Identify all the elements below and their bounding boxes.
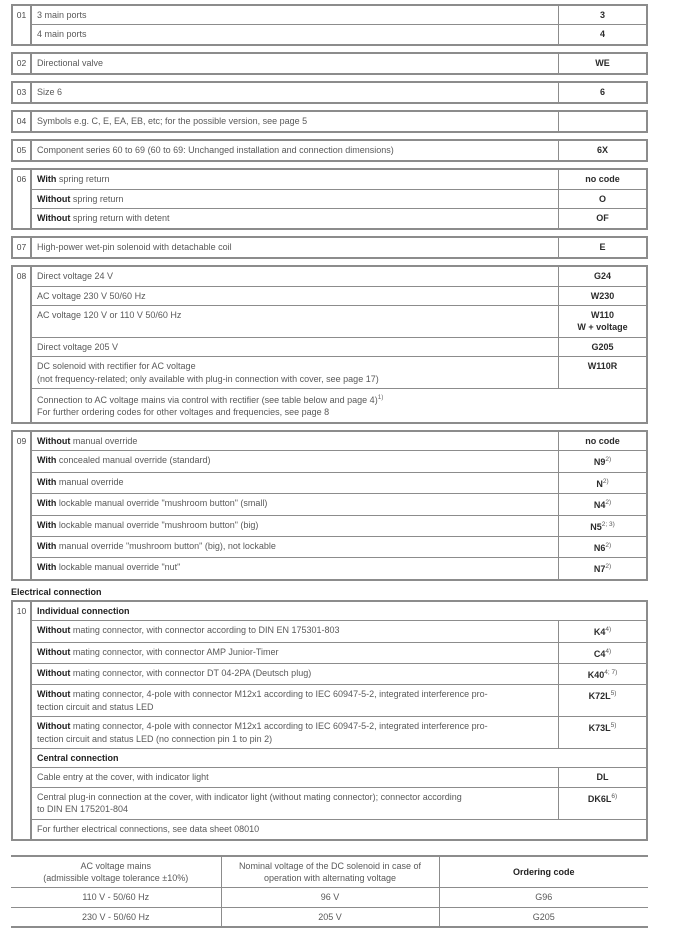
table-row [32,170,646,189]
ordering-code-value: DK6L [587,793,612,804]
table-row [32,516,646,537]
voltage-table-head [11,856,648,888]
row-ordering-code [558,54,646,73]
group-number: 04 [13,112,32,131]
footnote-marker: 1) [377,394,384,402]
row-description [32,664,558,684]
table-row [32,432,646,451]
nominal-voltage-cell: 96 V [221,888,439,907]
table-row [32,473,646,494]
row-description-text: AC voltage 120 V or 110 V 50/60 Hz [37,310,182,321]
row-ordering-code [558,516,646,536]
ordering-code-group [11,265,648,424]
column-header-line1: AC voltage mains [80,860,152,871]
row-description-text: High-power wet-pin solenoid with detachable coil [37,242,232,253]
row-description [32,287,558,305]
table-row [32,267,646,286]
row-description-text: Direct voltage 24 V [37,271,114,282]
table-row [11,888,648,907]
row-description-text: Central plug-in connection at the cover, with indicator light (without mating connector); connector according [37,791,462,802]
row-description [32,451,558,471]
table-row [32,54,646,73]
row-ordering-code [558,306,646,337]
row-ordering-code [558,112,646,131]
row-description-emphasis: Without [37,689,71,700]
row-description [32,170,558,188]
row-ordering-code [558,170,646,188]
group-rows [32,112,646,131]
row-description-text: mating connector, with connector according to DIN EN 175301-803 [70,625,340,636]
voltage-mains-cell: 230 V - 50/60 Hz [11,907,221,927]
footnote-marker: 2) [602,477,609,485]
ordering-code-value: K72L [588,691,611,702]
ordering-code-group [11,600,648,841]
row-description-text: mating connector, with connector AMP Junior-Timer [70,646,279,657]
table-row [32,238,646,257]
row-description-text: Individual connection [37,605,130,616]
column-header-line1: Nominal voltage of the DC solenoid in case of [238,860,422,871]
row-description-text: spring return with detent [70,213,170,224]
row-ordering-code [558,287,646,305]
row-ordering-code [558,338,646,356]
row-description-text: spring return [56,174,110,185]
row-description-emphasis: With [37,455,57,466]
footnote-marker: 4) [605,647,612,655]
row-ordering-code [558,664,646,684]
row-description-emphasis: Without [37,625,71,636]
ordering-code-value: OF [596,213,609,224]
table-row [32,6,646,25]
ordering-code-value: K4 [593,627,606,638]
ordering-code-value: no code [585,435,620,446]
ordering-code-value-line2: W + voltage [577,322,628,333]
table-row [32,209,646,228]
column-header-line1: Ordering code [512,866,575,877]
row-ordering-code [558,685,646,716]
row-ordering-code [558,267,646,285]
table-row [32,141,646,160]
row-description [32,83,558,102]
row-description-text: Cable entry at the cover, with indicator light [37,772,209,783]
voltage-mains-cell: 110 V - 50/60 Hz [11,888,221,907]
row-description-emphasis: Without [37,193,71,204]
ordering-code-groups [11,4,648,581]
group-number: 01 [13,6,32,44]
row-ordering-code [558,25,646,44]
row-ordering-code [558,717,646,748]
row-description-emphasis: With [37,174,57,185]
group-rows [32,267,646,422]
table-row [32,685,646,717]
table-row [32,558,646,578]
ordering-code-value: O [598,193,606,204]
ordering-code-value: N [596,478,603,489]
row-description-line2: For further ordering codes for other voltages and frequencies, see page 8 [37,407,330,418]
ordering-code-value: N4 [593,500,606,511]
row-description-emphasis: Without [37,646,71,657]
group-rows [32,54,646,73]
voltage-reference-table [11,855,648,928]
table-row [32,717,646,749]
row-description [32,190,558,208]
table-row [32,820,646,839]
footnote-marker: 2) [605,563,612,571]
row-ordering-code [558,432,646,450]
row-description-text: mating connector, 4-pole with connector M12x1 according to IEC 60947-5-2, integrated interference pro- [70,689,488,700]
ordering-code-group [11,168,648,230]
table-row [11,907,648,927]
ordering-code-value: E [599,242,606,253]
ordering-code-groups-electrical [11,600,648,841]
row-ordering-code [558,473,646,493]
row-description-text: manual override [56,476,124,487]
row-description-emphasis: Without [37,667,71,678]
group-number: 06 [13,170,32,228]
row-description-text: concealed manual override (standard) [56,455,211,466]
row-description-line2: tection circuit and status LED [37,701,154,712]
row-description-emphasis: With [37,476,57,487]
table-row [32,494,646,515]
table-row [32,749,646,768]
footnote-marker: 4) [605,626,612,634]
row-ordering-code [558,494,646,514]
group-number: 09 [13,432,32,579]
ordering-code-group [11,430,648,581]
row-description-text: 4 main ports [37,29,87,40]
row-ordering-code [558,357,646,388]
footnote-marker: 5) [610,722,617,730]
ordering-code-group [11,139,648,162]
row-ordering-code [558,83,646,102]
group-number: 02 [13,54,32,73]
row-description-text: mating connector, with connector DT 04-2PA (Deutsch plug) [70,667,312,678]
table-row [32,389,646,422]
row-description [32,54,558,73]
row-description [32,621,558,641]
row-description-emphasis: Without [37,721,71,732]
row-ordering-code [558,768,646,786]
footnote-marker: 2) [605,541,612,549]
ordering-code-value: 6 [599,87,605,98]
ordering-code-value: N6 [593,542,606,553]
group-rows [32,83,646,102]
column-header-line2: (admissible voltage tolerance ±10%) [43,873,189,883]
row-description-text: 3 main ports [37,10,87,20]
row-description-text: For further electrical connections, see data sheet 08010 [37,823,260,834]
row-description [32,432,558,450]
group-number: 05 [13,141,32,160]
table-row [32,112,646,131]
table-row [32,287,646,306]
ordering-code-value: G205 [591,341,614,352]
ordering-code-value: K73L [588,723,611,734]
row-description [32,749,646,767]
voltage-table-header-row [11,856,648,888]
ordering-code-value: W110 [590,310,614,321]
ordering-code-value: 6X [596,145,608,156]
table-row [32,643,646,664]
footnote-marker: 4; 7) [604,668,618,676]
row-description-text: Direct voltage 205 V [37,341,119,352]
group-number: 03 [13,83,32,102]
row-description [32,717,558,748]
row-ordering-code [558,6,646,24]
ordering-code-value: W110R [587,361,618,372]
row-ordering-code [558,643,646,663]
table-row [32,788,646,820]
row-description [32,267,558,285]
row-description-text: lockable manual override "mushroom button" (small) [56,498,268,509]
row-description-emphasis: With [37,562,57,573]
ordering-code-group [11,81,648,104]
ordering-code-group [11,236,648,259]
row-description [32,209,558,228]
table-row [32,357,646,389]
ordering-code-group [11,110,648,133]
table-row [32,768,646,787]
ordering-code-value: no code [585,174,620,185]
row-description-text: Component series 60 to 69 (60 to 69: Unchanged installation and connection dimensions) [37,145,394,156]
footnote-marker: 5) [610,690,617,698]
voltage-table-body [11,888,648,927]
row-ordering-code [558,141,646,160]
table-row [32,25,646,44]
row-ordering-code [558,788,646,819]
row-ordering-code [558,190,646,208]
group-rows [32,141,646,160]
table-row [32,664,646,685]
ordering-code-value: K40 [587,669,605,680]
row-description [32,357,558,388]
row-description-text: Connection to AC voltage mains via control with rectifier (see table below and page 4) [37,395,378,406]
row-description-text: Symbols e.g. C, E, EA, EB, etc; for the possible version, see page 5 [37,116,308,127]
voltage-table-column-header [11,856,221,888]
row-description [32,141,558,160]
row-description [32,473,558,493]
row-description-emphasis: Without [37,213,71,224]
row-description-text: manual override [70,435,138,446]
ordering-code-value: N5 [590,521,602,532]
table-row [32,537,646,558]
row-description-text: Directional valve [37,58,104,69]
row-description [32,685,558,716]
row-description [32,602,646,620]
row-description-text: lockable manual override "mushroom button" (big) [56,519,259,530]
row-description [32,338,558,356]
table-row [32,621,646,642]
row-description-emphasis: Without [37,435,71,446]
row-description [32,238,558,257]
row-description [32,788,558,819]
row-description-text: DC solenoid with rectifier for AC voltage [37,361,196,372]
row-description-text: spring return [70,193,124,204]
ordering-code-value: DL [596,772,609,783]
row-ordering-code [558,558,646,578]
ordering-code-value: 4 [599,29,605,40]
row-description [32,389,646,422]
row-description-text: mating connector, 4-pole with connector M12x1 according to IEC 60947-5-2, integrated interference pro- [70,721,488,732]
ordering-code-cell: G205 [439,907,648,927]
row-description [32,25,558,44]
voltage-table-column-header [439,856,648,888]
row-description [32,516,558,536]
group-rows [32,170,646,228]
row-description-emphasis: With [37,519,57,530]
row-description [32,494,558,514]
group-number: 10 [13,602,32,839]
row-description-line2: (not frequency-related; only available with plug-in connection with cover, see page 17) [37,373,379,384]
row-ordering-code [558,238,646,257]
table-row [32,602,646,621]
group-rows [32,432,646,579]
row-description-text: Central connection [37,752,119,763]
table-row [32,83,646,102]
row-description-text: lockable manual override "nut" [56,562,181,573]
voltage-table-column-header [221,856,439,888]
ordering-code-value: G24 [593,271,611,282]
group-rows [32,602,646,839]
ordering-code-cell: G96 [439,888,648,907]
ordering-code-group [11,52,648,75]
table-row [32,190,646,209]
footnote-marker: 6) [611,792,618,800]
ordering-code-value: 3 [599,10,605,20]
group-number: 08 [13,267,32,422]
ordering-code-value: WE [595,58,610,69]
table-row [32,338,646,357]
ordering-code-group [11,4,648,46]
ordering-code-value: C4 [593,648,606,659]
column-header-line2: operation with alternating voltage [263,873,397,883]
row-description-emphasis: With [37,498,57,509]
row-description-emphasis: With [37,540,57,551]
ordering-code-sheet [11,4,648,928]
nominal-voltage-cell: 205 V [221,907,439,927]
row-ordering-code [558,209,646,228]
group-number: 07 [13,238,32,257]
row-description [32,537,558,557]
row-description [32,112,558,131]
footnote-marker: 2; 3) [601,520,615,528]
table-row [32,451,646,472]
row-description-line2: to DIN EN 175201-804 [37,804,129,815]
footnote-marker: 2) [605,499,612,507]
ordering-code-value: N9 [593,457,606,468]
group-rows [32,238,646,257]
ordering-code-value: W230 [590,290,615,301]
row-description-text: Size 6 [37,87,63,98]
row-description [32,558,558,578]
group-rows [32,6,646,44]
row-description [32,6,558,24]
table-row [32,306,646,338]
row-ordering-code [558,537,646,557]
row-ordering-code [558,621,646,641]
row-description-text: AC voltage 230 V 50/60 Hz [37,290,146,301]
row-description [32,768,558,786]
footnote-marker: 2) [605,456,612,464]
section-caption-electrical-connection: Electrical connection [11,586,102,597]
row-description [32,306,558,337]
row-ordering-code [558,451,646,471]
ordering-code-value: N7 [593,564,606,575]
row-description-line2: tection circuit and status LED (no connection pin 1 to pin 2) [37,733,273,744]
row-description [32,820,646,839]
row-description-text: manual override "mushroom button" (big), not lockable [56,540,276,551]
row-description [32,643,558,663]
